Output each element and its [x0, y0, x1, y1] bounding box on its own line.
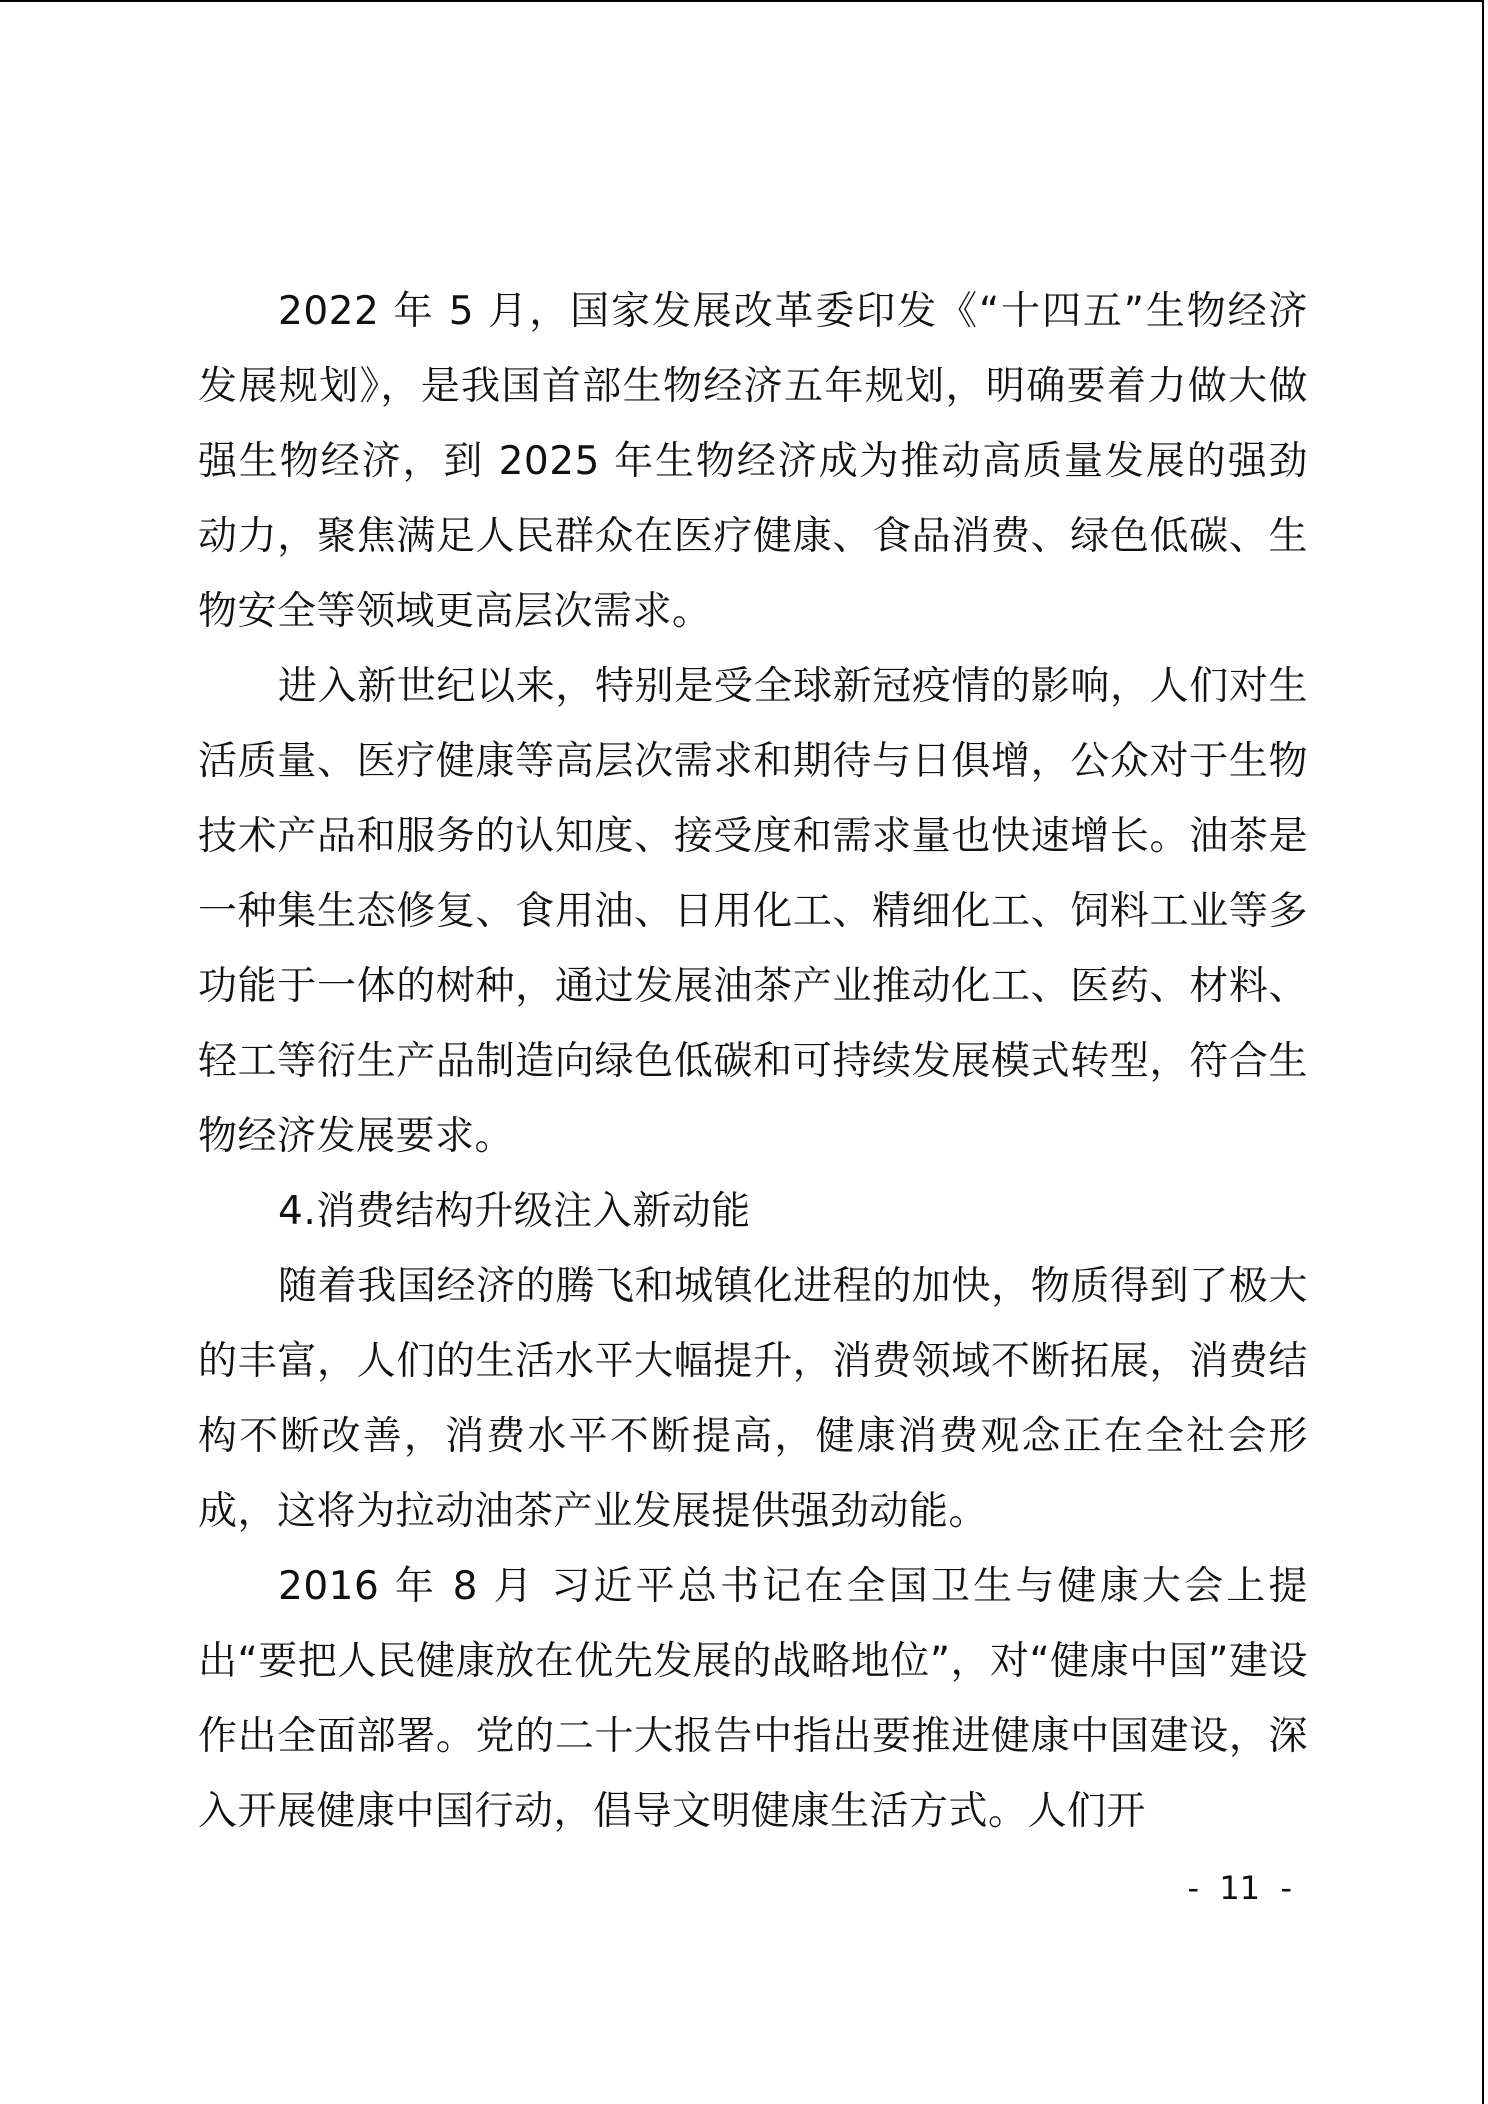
paragraph-healthy-china: 2016 年 8 月 习近平总书记在全国卫生与健康大会上提出“要把人民健康放在优先发展的战略地位”，对“健康中国”建设作出全面部署。党的二十大报告中指出要推进健康中国建设，深入开展健康中国行动，倡导文明健康生活方式。人们开	[198, 1564, 1308, 1834]
body-text	[198, 274, 1308, 1849]
paragraph-consumption-upgrade: 随着我国经济的腾飞和城镇化进程的加快，物质得到了极大的丰富，人们的生活水平大幅提升，消费领域不断拓展，消费结构不断改善，消费水平不断提高，健康消费观念正在全社会形成，这将为拉动油茶产业发展提供强劲动能。	[198, 1264, 1308, 1534]
section-heading: 4.消费结构升级注入新动能	[278, 1189, 751, 1234]
page-number: - 11 -	[1187, 1869, 1292, 1907]
paragraph-new-century-demand: 进入新世纪以来，特别是受全球新冠疫情的影响，人们对生活质量、医疗健康等高层次需求和期待与日俱增，公众对于生物技术产品和服务的认知度、接受度和需求量也快速增长。油茶是一种集生态修复、食用油、日用化工、精细化工、饲料工业等多功能于一体的树种，通过发展油茶产业推动化工、医药、材料、轻工等衍生产品制造向绿色低碳和可持续发展模式转型，符合生物经济发展要求。	[198, 664, 1308, 1159]
paragraph-bioeconomy-plan: 2022 年 5 月，国家发展改革委印发《“十四五”生物经济发展规划》，是我国首部生物经济五年规划，明确要着力做大做强生物经济，到 2025 年生物经济成为推动高质量发展的强劲动力，聚焦满足人民群众在医疗健康、食品消费、绿色低碳、生物安全等领域更高层次需求。	[198, 289, 1308, 634]
